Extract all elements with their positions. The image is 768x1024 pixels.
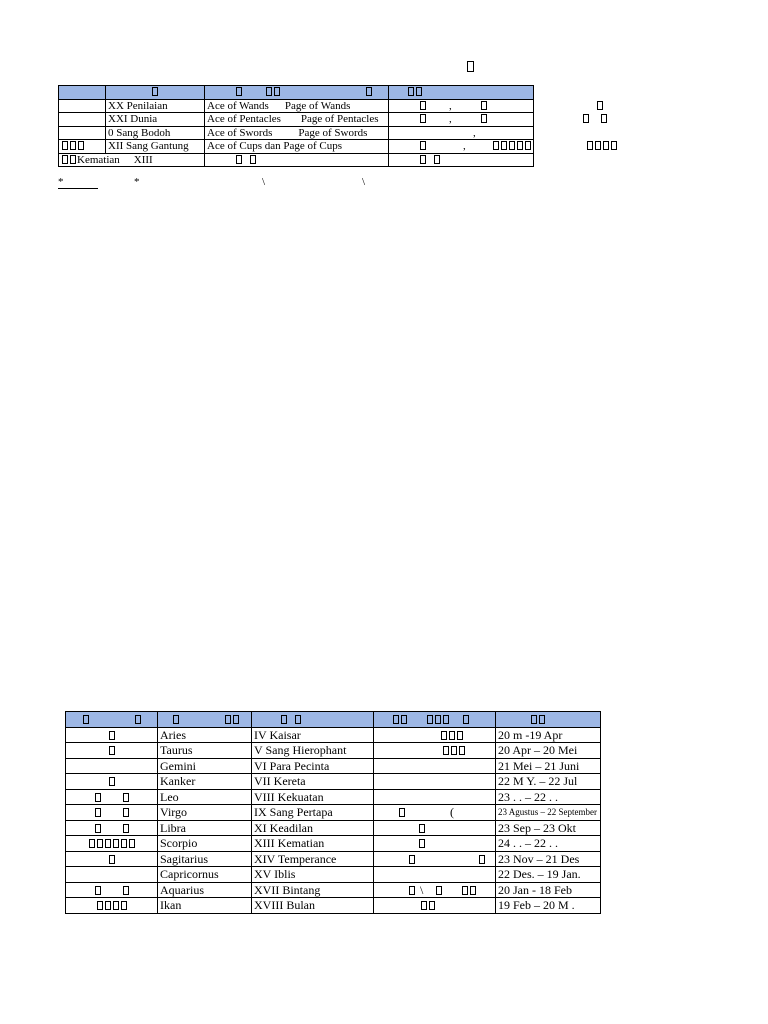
footnote-backslash: \ — [362, 176, 366, 188]
table-row: Aquarius XVII Bintang \ 20 Jan - 18 Feb — [66, 882, 601, 898]
table-row: Capricornus XV Iblis 22 Des. – 19 Jan. — [66, 867, 601, 883]
footnote-asterisk: * — [134, 176, 140, 188]
table-row: Kanker VII Kereta 22 M Y. – 22 Jul — [66, 774, 601, 790]
table-header-row — [59, 86, 534, 100]
zodiac-table — [65, 711, 601, 914]
table-row: XII Sang Gantung Ace of Cups dan Page of Cups , — [59, 140, 534, 154]
table-row: Libra XI Keadilan 23 Sep – 23 Okt — [66, 820, 601, 836]
missing-glyph-icon — [408, 87, 414, 96]
missing-glyph-icon — [466, 58, 475, 76]
tarot-card-table — [58, 85, 534, 167]
missing-glyph-icon — [236, 87, 242, 96]
footnote-underline — [58, 188, 98, 189]
table-row: Virgo IX Sang Pertapa ( 23 Agustus – 22 September — [66, 805, 601, 821]
table-row: Gemini VI Para Pecinta 21 Mei – 21 Juni — [66, 758, 601, 774]
table-row: Aries IV Kaisar 20 m -19 Apr — [66, 727, 601, 743]
table-row: Sagitarius XIV Temperance 23 Nov – 21 Des — [66, 851, 601, 867]
table-row: Scorpio XIII Kematian 24 . . – 22 . . — [66, 836, 601, 852]
table-row: 0 Sang Bodoh Ace of Swords Page of Swords , — [59, 126, 534, 140]
table-header-row — [66, 712, 601, 728]
missing-glyph-icon — [152, 87, 158, 96]
table-row: Ikan XVIII Bulan 19 Feb – 20 M . — [66, 898, 601, 914]
table-row: XXI Dunia Ace of Pentacles Page of Pentacles , — [59, 113, 534, 127]
table-row: Kematian XIII — [59, 153, 534, 167]
table-row: XX Penilaian Ace of Wands Page of Wands , — [59, 99, 534, 113]
footnote-backslash: \ — [262, 176, 266, 188]
table-row: Taurus V Sang Hierophant 20 Apr – 20 Mei — [66, 743, 601, 759]
table-row: Leo VIII Kekuatan 23 . . – 22 . . — [66, 789, 601, 805]
footnote-asterisk: * — [58, 176, 64, 188]
